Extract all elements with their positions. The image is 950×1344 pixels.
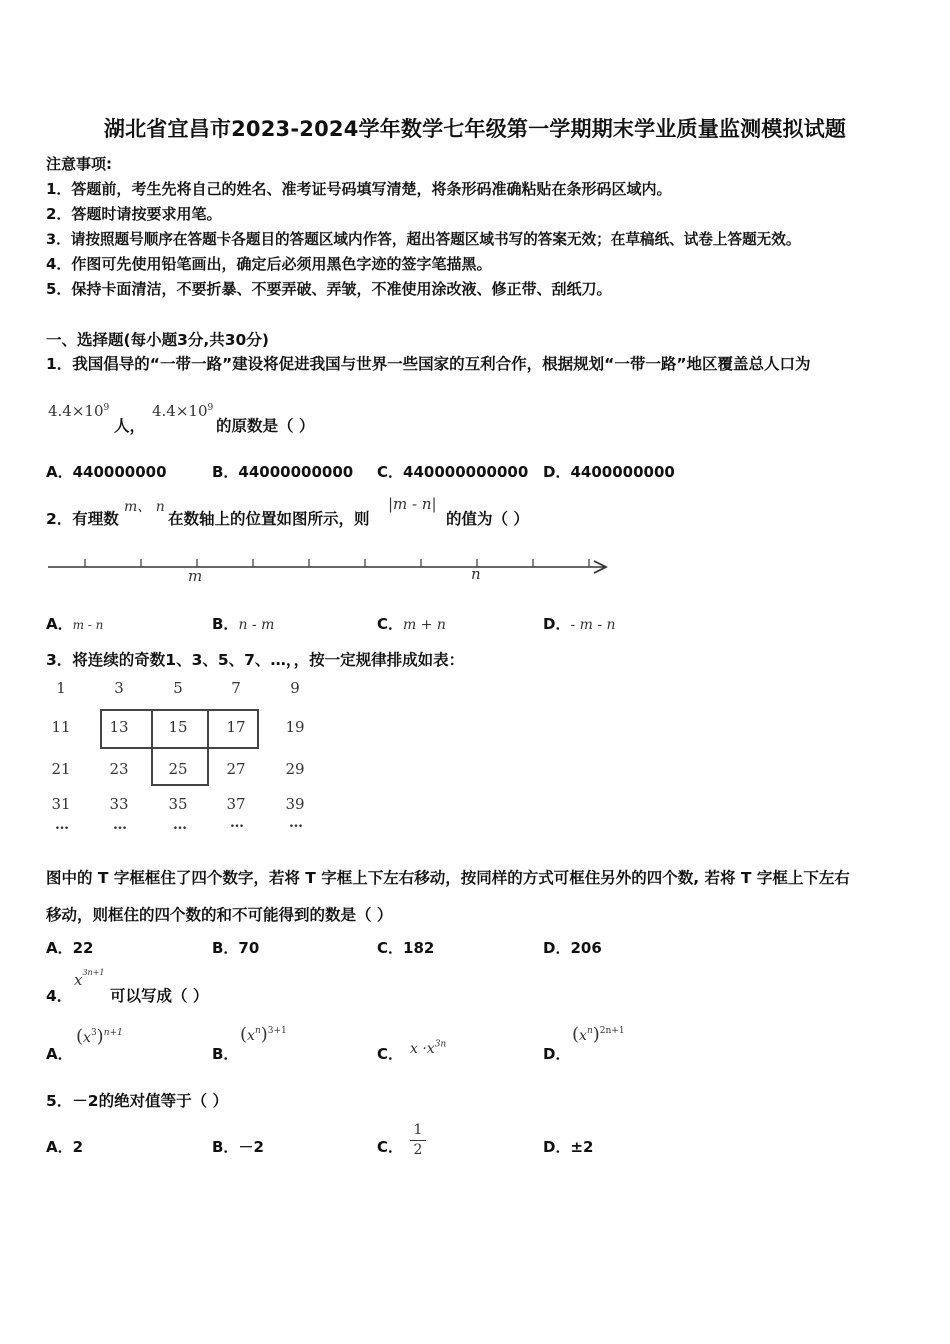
q2-option-b[interactable]: B．n - m — [212, 615, 275, 633]
q4-option-a-letter[interactable]: A． — [46, 1045, 73, 1063]
q1-option-b[interactable]: B．44000000000 — [212, 463, 354, 481]
question-2-pre: 2．有理数 — [46, 510, 119, 528]
question-2-tail: 的值为（ ） — [446, 510, 529, 528]
q1-expression-2: $4.4\times 10^9$ — [152, 402, 214, 420]
t-frame-cell — [100, 709, 153, 749]
q4-option-d-letter[interactable]: D． — [543, 1045, 571, 1063]
q4-option-d-expr[interactable]: $(x^n)^{2n+1}$ — [572, 1024, 625, 1045]
q5-option-c-letter[interactable]: C． — [377, 1138, 404, 1156]
q1-option-a[interactable]: A．440000000 — [46, 463, 167, 481]
q1-expression-1: $4.4\times 10^9$ — [48, 402, 110, 420]
table-cell: 23 — [109, 760, 129, 778]
number-line-label-m: m — [188, 567, 203, 585]
table-cell: 29 — [285, 760, 305, 778]
q2-vars: m、 n — [124, 499, 165, 515]
q5-option-c-fraction[interactable] — [410, 1122, 426, 1159]
page-title: 湖北省宜昌市2023-2024学年数学七年级第一学期期末学业质量监测模拟试题 — [103, 117, 847, 141]
q5-option-b[interactable]: B．－2 — [212, 1138, 264, 1156]
table-ellipsis: … — [289, 815, 303, 831]
number-line-ticks — [85, 559, 589, 567]
table-ellipsis: … — [230, 815, 244, 831]
table-cell: 1 — [56, 679, 66, 697]
question-3-stem: 3．将连续的奇数1、3、5、7、…，，按一定规律排成如表： — [46, 651, 465, 669]
table-cell: 15 — [168, 718, 188, 736]
table-cell: 31 — [51, 795, 71, 813]
table-cell: 3 — [114, 679, 124, 697]
q4-option-b-expr[interactable]: $(x^n)^{3+1}$ — [240, 1024, 287, 1045]
t-frame-cell — [207, 709, 259, 749]
table-cell: 37 — [226, 795, 246, 813]
table-cell: 9 — [290, 679, 300, 697]
q2-option-a[interactable]: A．m - n — [46, 615, 104, 633]
note-item: 2．答题时请按要求用笔。 — [46, 205, 222, 223]
q2-option-d[interactable]: D．- m - n — [543, 615, 616, 633]
question-4-number: 4． — [46, 987, 73, 1005]
fraction-numerator: 1 — [413, 1122, 423, 1138]
q3-option-a[interactable]: A．22 — [46, 939, 94, 957]
question-5-stem: 5．－2的绝对值等于（ ） — [46, 1092, 228, 1110]
q2-option-c[interactable]: C．m + n — [377, 615, 446, 633]
t-frame-cell — [151, 709, 209, 749]
q4-option-c-expr[interactable]: $x \cdot x^{3n}$ — [410, 1039, 447, 1057]
question-3-text-2: 移动，则框住的四个数的和不可能得到的数是（ ） — [46, 906, 393, 924]
question-2-mid: 在数轴上的位置如图所示，则 — [168, 510, 370, 528]
q5-option-a[interactable]: A．2 — [46, 1138, 84, 1156]
q1-tail-text: 的原数是（ ） — [216, 417, 315, 435]
table-ellipsis: … — [173, 817, 187, 833]
table-ellipsis: … — [113, 817, 127, 833]
table-cell: 21 — [51, 760, 71, 778]
question-4-tail: 可以写成（ ） — [110, 987, 209, 1005]
table-cell: 39 — [285, 795, 305, 813]
note-item: 1．答题前，考生先将自己的姓名、准考证号码填写清楚，将条形码准确粘贴在条形码区域内。 — [46, 180, 672, 198]
table-cell: 35 — [168, 795, 188, 813]
q1-option-d[interactable]: D．4400000000 — [543, 463, 675, 481]
note-item: 5．保持卡面清洁，不要折暴、不要弄破、弄皱，不准使用涂改液、修正带、刮纸刀。 — [46, 280, 612, 298]
table-cell: 11 — [51, 718, 71, 736]
table-cell: 25 — [168, 760, 188, 778]
fraction-bar — [410, 1140, 426, 1141]
note-item: 3．请按照题号顺序在答题卡各题目的答题区域内作答，超出答题区域书写的答案无效；在草稿纸、试卷上答题无效。 — [46, 231, 801, 248]
table-cell: 33 — [109, 795, 129, 813]
q3-option-c[interactable]: C．182 — [377, 939, 435, 957]
q4-option-a-expr[interactable]: $(x^3)^{n+1}$ — [76, 1026, 123, 1047]
table-cell: 5 — [173, 679, 183, 697]
note-item: 4．作图可先使用铅笔画出，确定后必须用黑色字迹的签字笔描黑。 — [46, 255, 492, 273]
table-cell: 19 — [285, 718, 305, 736]
table-cell: 27 — [226, 760, 246, 778]
t-frame-cell — [151, 747, 209, 786]
question-3-text-1: 图中的 T 字框框住了四个数字，若将 T 字框上下左右移动，按同样的方式可框住另外的四个数, 若将 T 字框上下左右 — [46, 869, 850, 887]
section-heading: 一、选择题(每小题3分,共30分) — [46, 331, 269, 349]
number-line — [40, 550, 620, 590]
number-line-label-n: n — [471, 565, 481, 583]
q3-option-b[interactable]: B．70 — [212, 939, 260, 957]
question-1-stem: 1．我国倡导的“一带一路”建设将促进我国与世界一些国家的互利合作，根据规划“一带一路”地区覆盖总人口为 — [46, 355, 811, 373]
q1-option-c[interactable]: C．440000000000 — [377, 463, 529, 481]
q3-option-d[interactable]: D．206 — [543, 939, 602, 957]
q4-option-c-letter[interactable]: C． — [377, 1045, 404, 1063]
table-cell: 13 — [109, 718, 129, 736]
fraction-denominator: 2 — [413, 1142, 423, 1158]
table-cell: 7 — [231, 679, 241, 697]
q2-abs-expression: |m - n| — [388, 495, 437, 513]
table-ellipsis: … — [55, 817, 69, 833]
q4-option-b-letter[interactable]: B． — [212, 1045, 239, 1063]
q1-mid-text: 人， — [114, 417, 146, 435]
notes-heading: 注意事项: — [46, 155, 112, 173]
q5-option-d[interactable]: D．±2 — [543, 1138, 594, 1156]
q4-expression: $x^{3n+1}$ — [74, 968, 105, 989]
table-cell: 17 — [226, 718, 246, 736]
